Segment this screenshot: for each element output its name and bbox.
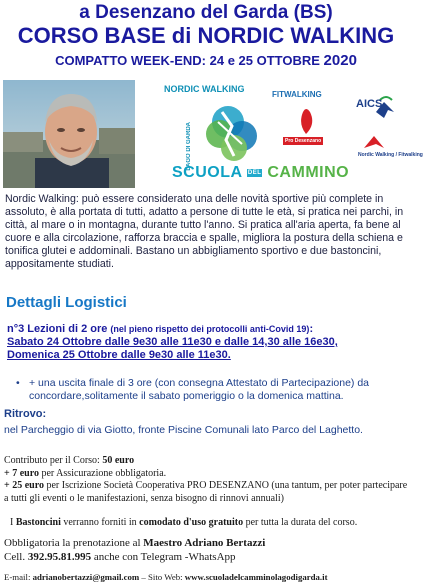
aics-logo: AICS xyxy=(356,98,383,110)
poles-note xyxy=(10,517,410,528)
free-loan-text: comodato d'uso gratuito xyxy=(139,517,244,528)
course-fee-line xyxy=(4,455,410,468)
insurance-text: per Assicurazione obbligatoria. xyxy=(38,467,167,479)
partner-logos xyxy=(158,82,423,190)
logistics-heading: Dettagli Logistici xyxy=(6,294,127,311)
poles-mid: verranno forniti in xyxy=(60,517,140,528)
insurance-value: + 7 euro xyxy=(4,467,39,479)
membership-line xyxy=(4,480,410,505)
sunday-schedule: Domenica 25 Ottobre dalle 9e30 alle 11e30. xyxy=(7,349,231,361)
bullet-icon: • xyxy=(16,377,20,389)
scuola-del-cammino-logo xyxy=(172,164,349,182)
website-link[interactable]: www.scuoladelcamminolagodigarda.it xyxy=(184,572,328,582)
membership-text: per Iscrizione Società Cooperativa PRO DESENZANO (una tantum, per poter partecipare a tutti gli eventi o le manifestazioni, senza bisogno di rinnovi annuali) xyxy=(4,480,408,504)
course-year: 2020 xyxy=(323,52,357,69)
csen-logo-text: Nordic Walking / Fitwalking xyxy=(358,152,423,158)
poles-suffix: per tutta la durata del corso. xyxy=(243,517,358,528)
lessons-colon: : xyxy=(309,323,314,335)
contact-footer xyxy=(4,572,328,582)
intro-paragraph: Nordic Walking: può essere considerato una delle novità sportive più complete in assoluto, è alla portata di tutti, adatto a persone di tutte le età, si pratica nei parchi, in città, al mare o in montagna, durante tutto l'anno. Si pratica all'aria aperta, fa bene al cuore e alla circolazione, rafforza braccia e spalle, migliora la postura della schiena e tonifica glutei e addominali. Bastano un abbigliamento sportivo e due bastoncini, appositamente studiati. xyxy=(5,193,404,270)
booking-block xyxy=(4,537,265,564)
saturday-schedule: Sabato 24 Ottobre dalle 9e30 alle 11e30 e dalle 14,30 alle 16e30, xyxy=(7,336,338,348)
meeting-point-text: nel Parcheggio di via Giotto, fronte Piscine Comunali lato Parco del Laghetto. xyxy=(4,424,363,436)
instructor-name: Maestro Adriano Bertazzi xyxy=(143,537,266,549)
extra-outing-item xyxy=(16,377,411,403)
booking-text: Obbligatoria la prenotazione al xyxy=(4,537,144,549)
scuola-word: SCUOLA xyxy=(172,164,242,181)
course-dates xyxy=(0,52,412,69)
phone-note: anche con Telegram -WhatsApp xyxy=(91,550,236,563)
cammino-word: CAMMINO xyxy=(267,164,350,181)
email-link[interactable]: adrianobertazzi@gmail.com xyxy=(32,572,140,582)
del-word: DEL xyxy=(247,169,262,176)
site-label: – Sito Web: xyxy=(139,572,185,582)
poles-word: Bastoncini xyxy=(15,517,61,528)
fitwalking-logo-text: FITWALKING xyxy=(272,90,322,99)
pro-desenzano-logo: Pro Desenzano xyxy=(285,138,322,144)
costs-block xyxy=(4,455,410,505)
email-label: E-mail: xyxy=(4,572,33,582)
course-title: CORSO BASE di NORDIC WALKING xyxy=(17,23,395,48)
location-title: a Desenzano del Garda (BS) xyxy=(79,2,333,23)
course-fee-value: 50 euro xyxy=(102,455,135,466)
poles-prefix: I xyxy=(10,517,16,528)
booking-line xyxy=(4,537,265,551)
extra-outing-text: + una uscita finale di 3 ore (con consegna Attestato di Partecipazione) da concordare,solitamente il sabato pomeriggio o la domenica mattina. xyxy=(29,377,370,402)
membership-value: + 25 euro xyxy=(4,480,44,491)
phone-line xyxy=(4,551,265,565)
insurance-line xyxy=(4,468,410,481)
meeting-point-label: Ritrovo: xyxy=(4,408,47,420)
covid-note: (nel pieno rispetto dei protocolli anti-Covid 19) xyxy=(110,324,310,334)
phone-label: Cell. xyxy=(4,550,28,563)
lessons-count: n°3 Lezioni di 2 ore xyxy=(7,323,111,335)
instructor-photo xyxy=(3,80,135,188)
lessons-block xyxy=(7,323,338,362)
course-dates-text: COMPATTO WEEK-END: 24 e 25 OTTOBRE xyxy=(55,53,324,68)
phone-number[interactable]: 392.95.81.995 xyxy=(27,550,92,563)
course-fee-label: Contributo per il Corso: xyxy=(4,455,103,466)
lago-logo-text: LAGO DI GARDA xyxy=(186,122,192,171)
nordic-walking-logo-text: NORDIC WALKING xyxy=(164,84,245,94)
